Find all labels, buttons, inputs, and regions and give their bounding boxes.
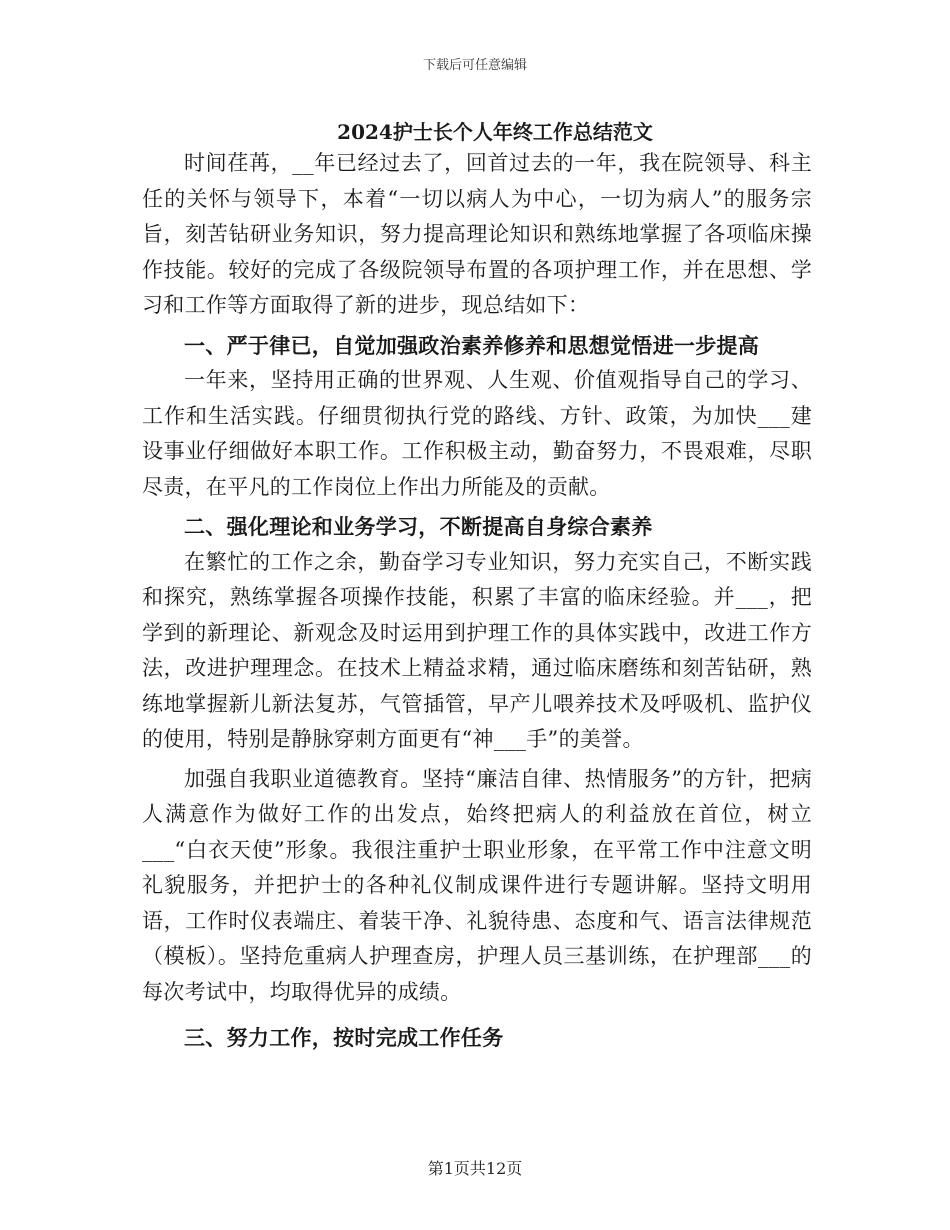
- paragraph-intro: 时间荏苒，__年已经过去了，回首过去的一年，我在院领导、科主任的关怀与领导下，本着“一切以病人为中心，一切为病人”的服务宗旨，刻苦钻研业务知识，努力提高理论知识和熟练地掌握了各项临床操作技能。较好的完成了各级院领导布置的各项护理工作，并在思想、学习和工作等方面取得了新的进步，现总结如下：: [142, 151, 812, 317]
- document-body: [142, 146, 812, 1056]
- section-heading-2: 二、强化理论和业务学习，不断提高自身综合素养: [184, 514, 653, 539]
- header-note: 下载后可任意编辑: [422, 58, 527, 73]
- paragraph-section-2b: 加强自我职业道德教育。坚持“廉洁自律、热情服务”的方针，把病人满意作为做好工作的出发点，始终把病人的利益放在首位，树立___“白衣天使”形象。我很注重护士职业形象，在平常工作中注意文明礼貌服务，并把护士的各种礼仪制成课件进行专题讲解。坚持文明用语，工作时仪表端庄、着装干净、礼貌待患、态度和气、语言法律规范（模板）。坚持危重病人护理查房，护理人员三基训练，在护理部___的每次考试中，均取得优异的成绩。: [142, 766, 812, 1004]
- paragraph-section-1: 一年来，坚持用正确的世界观、人生观、价值观指导自己的学习、工作和生活实践。仔细贯彻执行党的路线、方针、政策，为加快___建设事业仔细做好本职工作。工作积极主动，勤奋努力，不畏艰难，尽职尽责，在平凡的工作岗位上作出力所能及的贡献。: [142, 368, 812, 499]
- section-heading-3: 三、努力工作，按时完成工作任务: [184, 1025, 504, 1050]
- paragraph-section-2a: 在繁忙的工作之余，勤奋学习专业知识，努力充实自己，不断实践和探究，熟练掌握各项操作技能，积累了丰富的临床经验。并___，把学到的新理论、新观念及时运用到护理工作的具体实践中，改进工作方法，改进护理理念。在技术上精益求精，通过临床磨练和刻苦钻研，熟练地掌握新儿新法复苏，气管插管，早产儿喂养技术及呼吸机、监护仪的使用，特别是静脉穿刺方面更有“神___手”的美誉。: [142, 549, 812, 751]
- document-title: 2024护士长个人年终工作总结范文: [337, 120, 653, 144]
- page-footer: 第1页共12页: [427, 1159, 523, 1178]
- section-heading-1: 一、严于律已，自觉加强政治素养修养和思想觉悟进一步提高: [184, 332, 760, 358]
